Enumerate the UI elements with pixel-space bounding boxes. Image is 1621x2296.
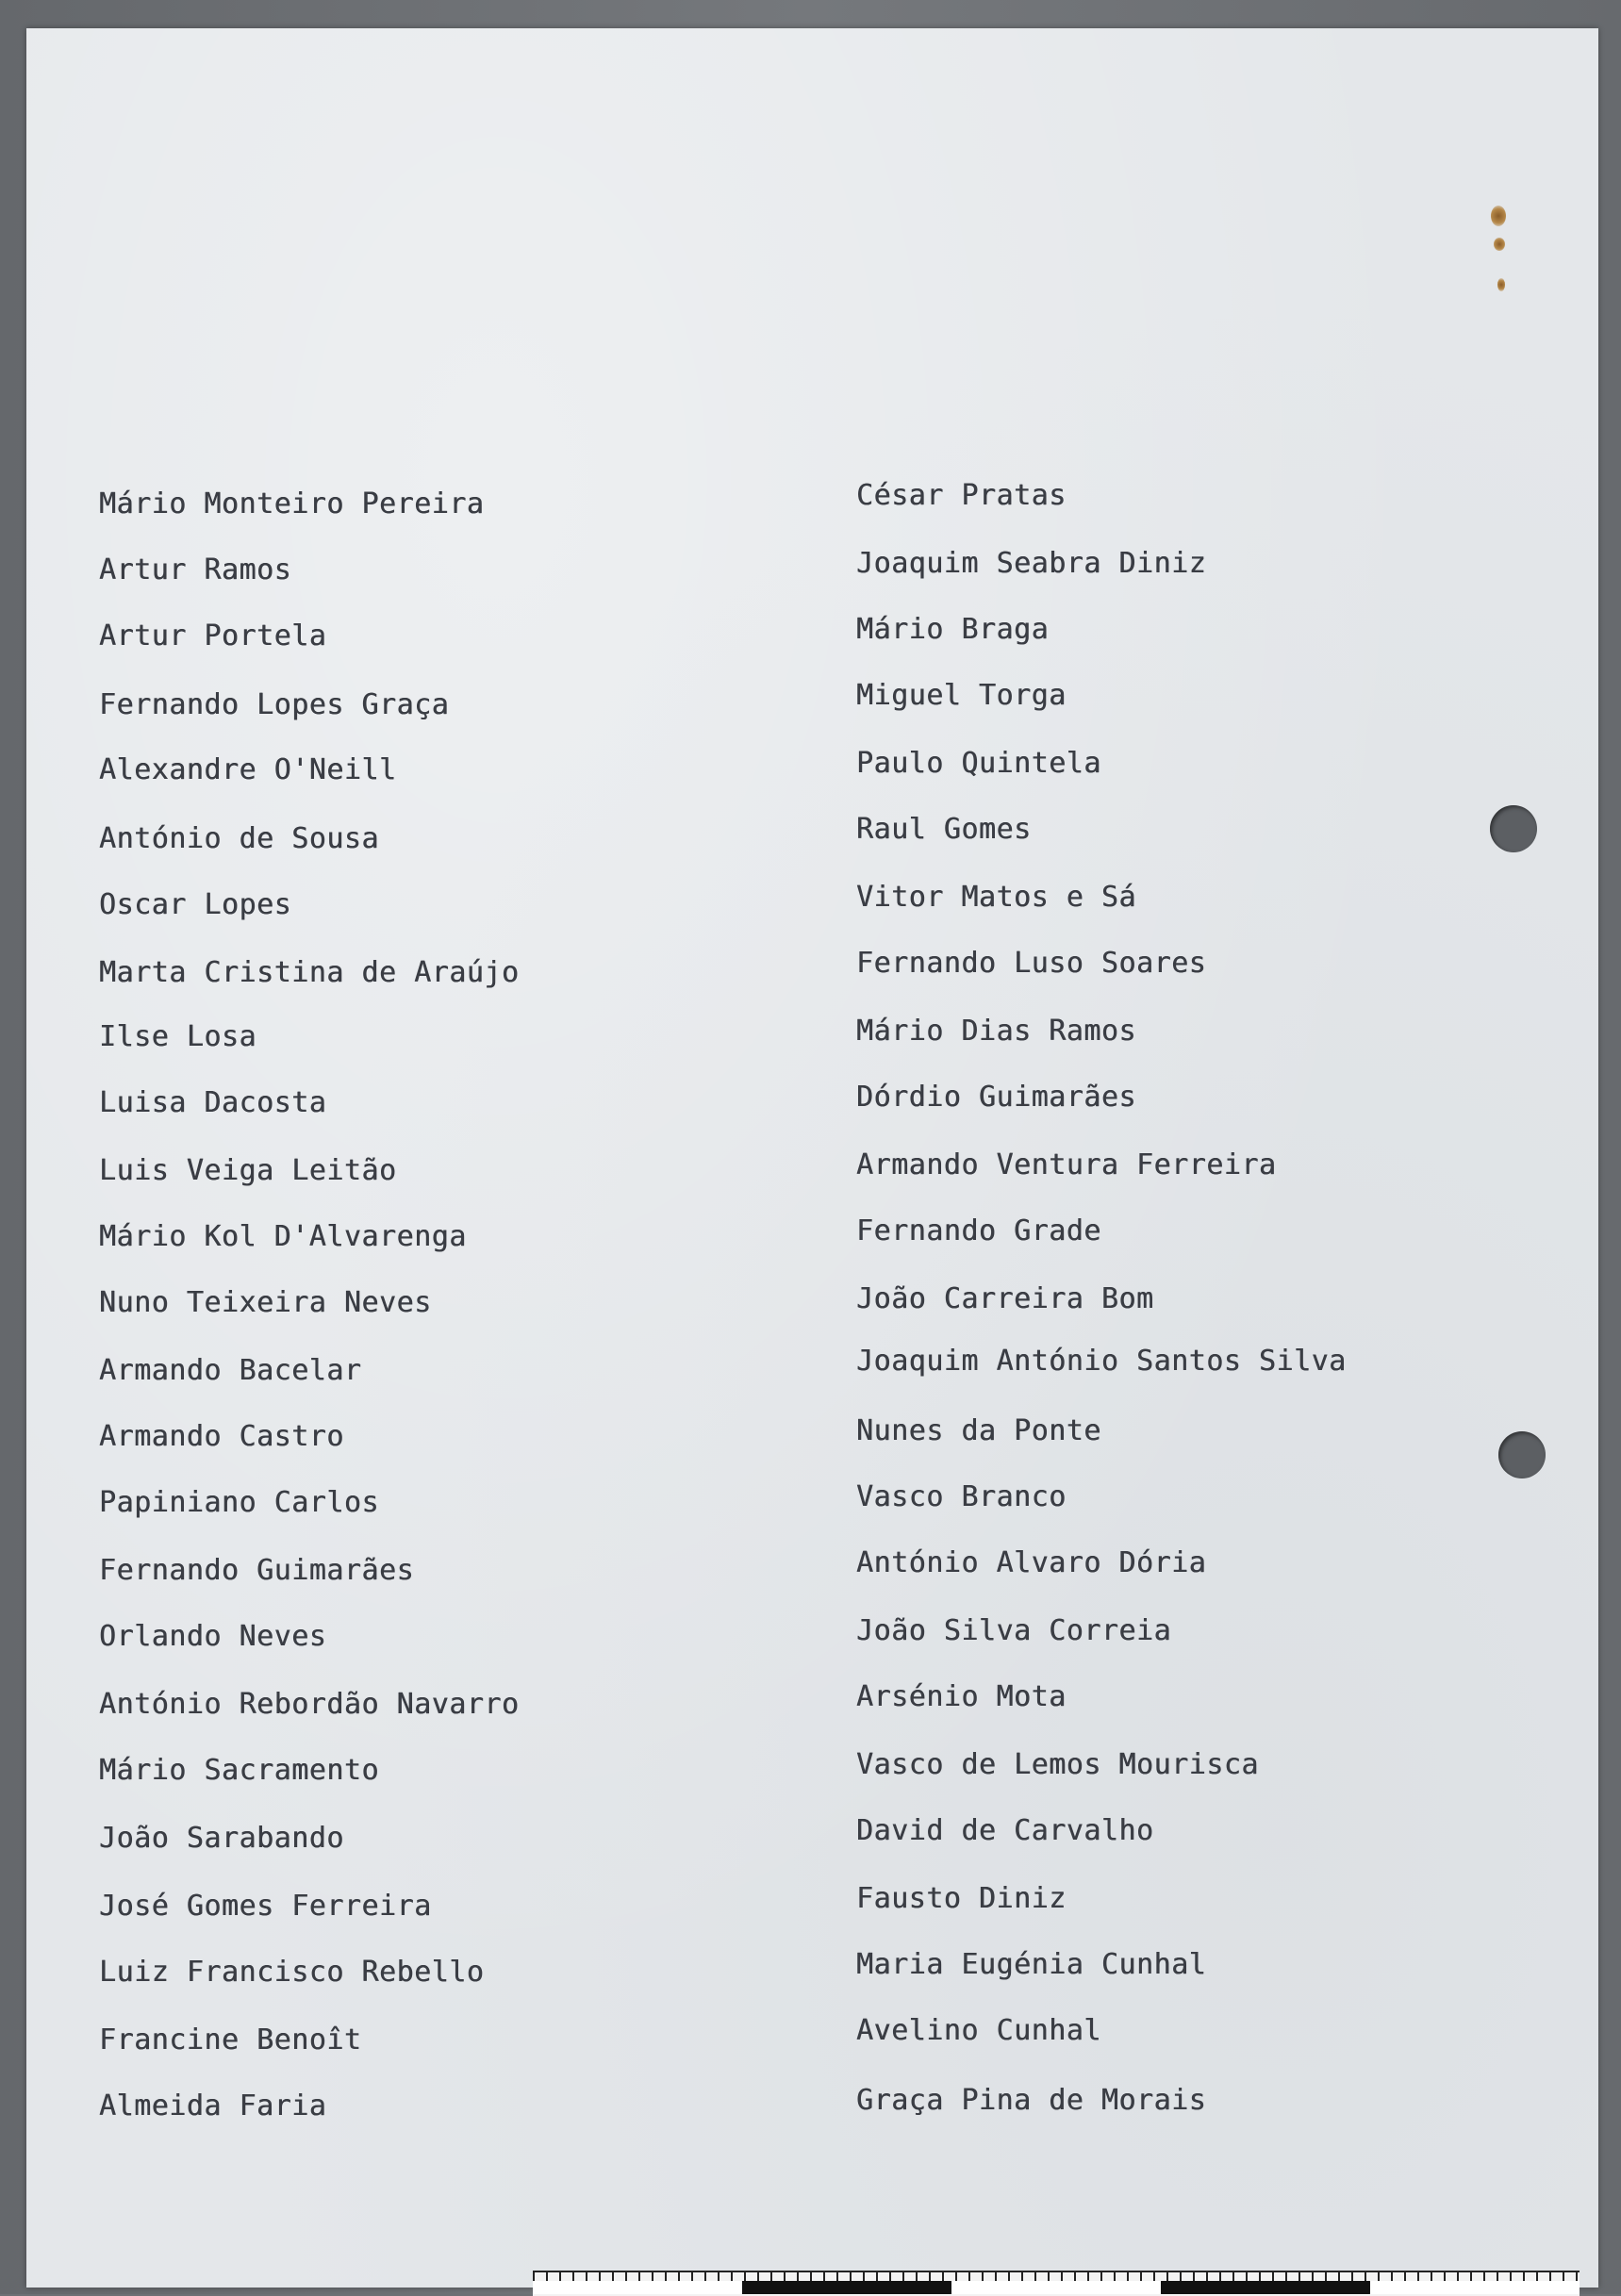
list-item: Mário Dias Ramos bbox=[856, 1015, 1136, 1048]
list-item: David de Carvalho bbox=[856, 1814, 1154, 1847]
list-item: João Sarabando bbox=[99, 1822, 344, 1855]
list-item: António Rebordão Navarro bbox=[99, 1688, 520, 1721]
list-item: Luiz Francisco Rebello bbox=[99, 1956, 485, 1989]
list-item: Artur Portela bbox=[99, 619, 327, 652]
list-item: José Gomes Ferreira bbox=[99, 1890, 432, 1923]
list-item: Francine Benoît bbox=[99, 2023, 362, 2056]
list-item: Luisa Dacosta bbox=[99, 1086, 327, 1119]
list-item: Nuno Teixeira Neves bbox=[99, 1286, 432, 1319]
list-item: Avelino Cunhal bbox=[856, 2014, 1101, 2047]
list-item: António Alvaro Dória bbox=[856, 1546, 1207, 1579]
list-item: Maria Eugénia Cunhal bbox=[856, 1948, 1207, 1981]
list-item: Armando Castro bbox=[99, 1420, 344, 1453]
list-item: Fausto Diniz bbox=[856, 1882, 1067, 1915]
list-item: Fernando Luso Soares bbox=[856, 947, 1207, 980]
typewritten-page bbox=[26, 28, 1598, 2288]
list-item: Luis Veiga Leitão bbox=[99, 1154, 397, 1187]
list-item: Joaquim António Santos Silva bbox=[856, 1345, 1347, 1378]
list-item: Mário Monteiro Pereira bbox=[99, 487, 485, 520]
list-item: Alexandre O'Neill bbox=[99, 753, 397, 786]
rust-stain bbox=[1497, 278, 1505, 291]
list-item: Artur Ramos bbox=[99, 553, 292, 586]
rust-stain bbox=[1491, 206, 1506, 226]
list-item: Vasco de Lemos Mourisca bbox=[856, 1748, 1259, 1781]
list-item: Mário Sacramento bbox=[99, 1754, 379, 1787]
list-item: Graça Pina de Morais bbox=[856, 2084, 1207, 2117]
list-item: Fernando Grade bbox=[856, 1214, 1101, 1247]
list-item: Orlando Neves bbox=[99, 1620, 327, 1653]
list-item: Miguel Torga bbox=[856, 679, 1067, 712]
list-item: Raul Gomes bbox=[856, 813, 1032, 846]
list-item: Oscar Lopes bbox=[99, 888, 292, 921]
list-item: Armando Bacelar bbox=[99, 1354, 362, 1387]
list-item: Fernando Guimarães bbox=[99, 1554, 415, 1587]
rust-stain bbox=[1494, 238, 1505, 251]
list-item: Papiniano Carlos bbox=[99, 1486, 379, 1519]
punch-hole-top bbox=[1490, 805, 1537, 852]
list-item: António de Sousa bbox=[99, 822, 379, 855]
list-item: Arsénio Mota bbox=[856, 1680, 1067, 1713]
list-item: Joaquim Seabra Diniz bbox=[856, 547, 1207, 580]
list-item: Marta Cristina de Araújo bbox=[99, 956, 520, 989]
scale-ruler-bar bbox=[533, 2281, 1580, 2294]
list-item: Fernando Lopes Graça bbox=[99, 688, 450, 721]
list-item: Mário Kol D'Alvarenga bbox=[99, 1220, 467, 1253]
list-item: João Carreira Bom bbox=[856, 1282, 1154, 1315]
list-item: Paulo Quintela bbox=[856, 747, 1101, 780]
list-item: Nunes da Ponte bbox=[856, 1414, 1101, 1447]
list-item: Ilse Losa bbox=[99, 1020, 257, 1053]
punch-hole-bottom bbox=[1498, 1431, 1546, 1478]
list-item: Vitor Matos e Sá bbox=[856, 881, 1136, 914]
list-item: Dórdio Guimarães bbox=[856, 1081, 1136, 1114]
list-item: Almeida Faria bbox=[99, 2090, 327, 2123]
list-item: César Pratas bbox=[856, 479, 1067, 512]
list-item: Armando Ventura Ferreira bbox=[856, 1148, 1277, 1181]
list-item: João Silva Correia bbox=[856, 1614, 1172, 1647]
list-item: Mário Braga bbox=[856, 613, 1050, 646]
list-item: Vasco Branco bbox=[856, 1480, 1067, 1513]
